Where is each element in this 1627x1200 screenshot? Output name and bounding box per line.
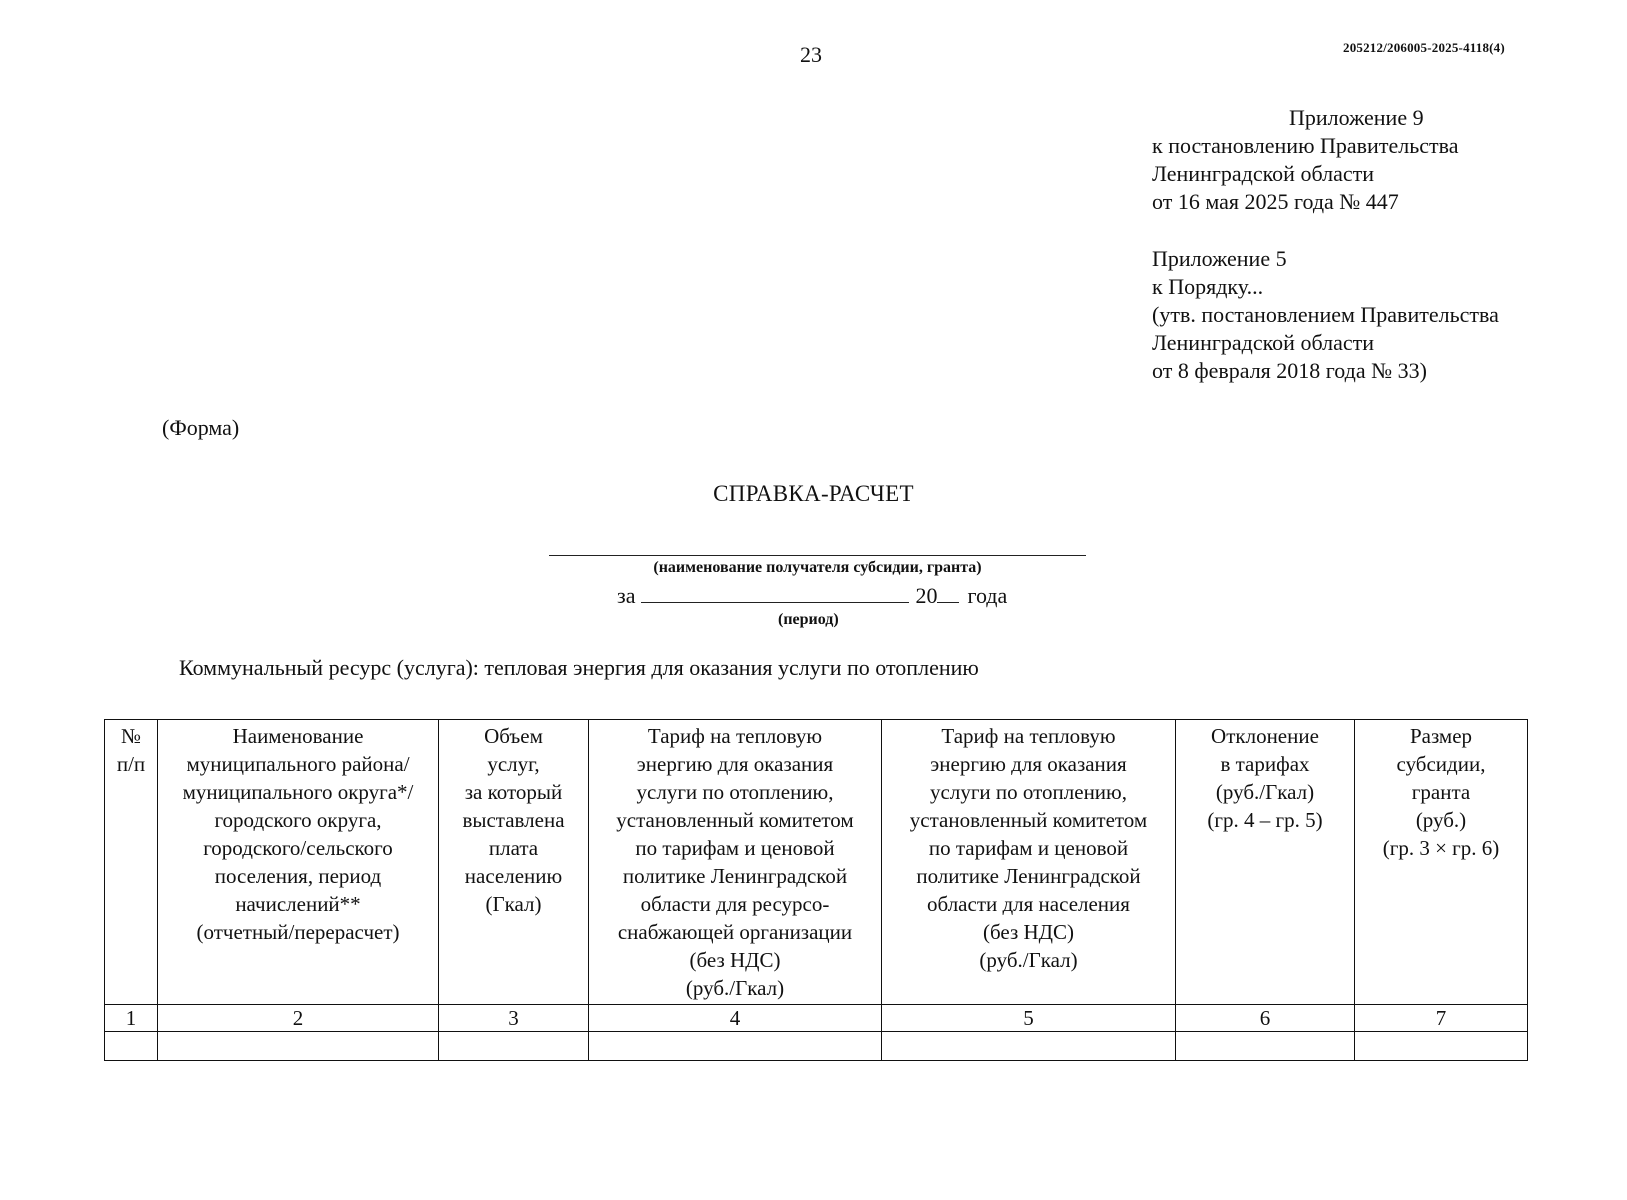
column-header-tariff-supplier [589,720,882,1005]
column-header-number [105,720,158,1005]
column-header-text: Наименование муниципального района/ муниципального округа*/ городского округа, городского/сельского поселения, период начислений** (отчетный/перерасчет) [182,724,414,944]
column-number-row [105,1005,1528,1032]
column-header-volume [439,720,589,1005]
calculation-table [104,719,1528,1061]
column-number: 3 [439,1005,589,1032]
column-number: 4 [589,1005,882,1032]
column-header-text: Тариф на тепловую энергию для оказания услуги по отоплению, установленный комитетом по тарифам и ценовой политике Ленинградской области для населения (без НДС) (руб./Гкал) [909,724,1148,972]
appendix-9-line: Ленинградской области [1152,161,1374,186]
document-code: 205212/206005-2025-4118(4) [1343,40,1505,55]
appendix-5-line: от 8 февраля 2018 года № 33) [1152,358,1427,383]
appendix-5-block [1152,245,1499,385]
resource-description: Коммунальный ресурс (услуга): тепловая энергия для оказания услуги по отоплению [179,655,979,680]
appendix-5-line: Ленинградской области [1152,330,1374,355]
table-cell[interactable] [105,1032,158,1061]
period-prefix: за [617,583,636,608]
column-number: 1 [105,1005,158,1032]
column-header-municipality [158,720,439,1005]
year-field[interactable] [937,582,959,603]
period-field[interactable] [641,582,909,603]
column-header-text: Тариф на тепловую энергию для оказания услуги по отоплению, установленный комитетом по тарифам и ценовой политике Ленинградской области для ресурсо- снабжающей организации (без НДС) (руб./Гкал) [616,724,854,1000]
period-caption: (период) [778,611,839,628]
page-number: 23 [800,42,822,67]
column-number: 5 [882,1005,1176,1032]
appendix-5-line: (утв. постановлением Правительства [1152,302,1499,327]
column-number: 6 [1176,1005,1355,1032]
column-header-text: Размер субсидии, гранта (руб.) (гр. 3 × гр. 6) [1382,724,1500,860]
document-title: СПРАВКА-РАСЧЕТ [713,481,914,506]
column-number: 2 [158,1005,439,1032]
year-prefix: 20 [915,583,938,608]
column-header-text: Отклонение в тарифах (руб./Гкал) (гр. 4 – гр. 5) [1207,724,1323,832]
table-cell[interactable] [882,1032,1176,1061]
form-label: (Форма) [162,415,240,440]
table-cell[interactable] [439,1032,589,1061]
column-header-text: Объем услуг, за который выставлена плата населению (Гкал) [462,724,565,916]
table-header-row [105,720,1528,1005]
appendix-9-block [1152,104,1458,216]
table-cell[interactable] [1176,1032,1355,1061]
appendix-9-line: к постановлению Правительства [1152,133,1459,158]
column-header-deviation [1176,720,1355,1005]
column-header-tariff-population [882,720,1176,1005]
appendix-5-line: к Порядку... [1152,274,1264,299]
recipient-name-field[interactable] [549,555,1086,556]
column-header-subsidy [1355,720,1528,1005]
recipient-caption: (наименование получателя субсидии, гранта) [653,559,982,576]
table-cell[interactable] [158,1032,439,1061]
column-number: 7 [1355,1005,1528,1032]
table-cell[interactable] [589,1032,882,1061]
appendix-9-line: от 16 мая 2025 года № 447 [1152,189,1399,214]
appendix-9-line: Приложение 9 [1289,105,1424,130]
column-header-text: № п/п [116,724,146,776]
year-suffix: года [967,583,1008,608]
appendix-5-line: Приложение 5 [1152,246,1287,271]
period-row [617,582,1007,609]
table-row [105,1032,1528,1061]
table-cell[interactable] [1355,1032,1528,1061]
